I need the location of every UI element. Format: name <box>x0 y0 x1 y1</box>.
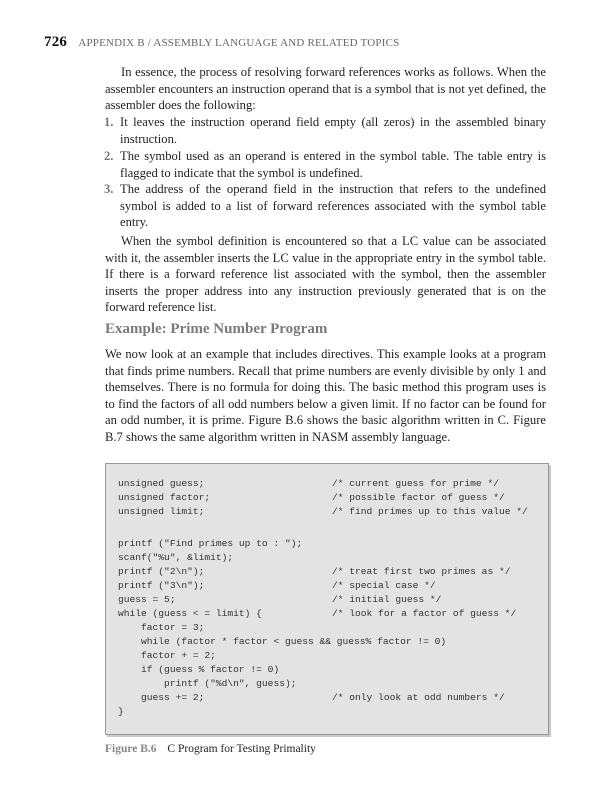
figure-label: Figure B.6 <box>105 743 157 755</box>
figure-caption <box>105 743 316 755</box>
code-comment: /* possible factor of guess */ <box>332 492 505 503</box>
code-line: factor = 3; <box>118 622 205 633</box>
step-number: 2. <box>104 149 114 163</box>
example-intro-paragraph: We now look at an example that includes directives. This example looks at a program that finds prime numbers. Recall that prime numbers are evenly divisible by only 1 and themselves. There is no formula for doing this. The basic method this program uses is to find the factors of all odd numbers below a given limit. If no factor can be found for an odd number, it is prime. Figure B.6 shows the basic algorithm written in C. Figure B.7 shows the same algorithm written in NASM assembly language. <box>105 347 546 444</box>
code-line: printf ("Find primes up to : "); <box>118 538 303 549</box>
code-line: printf ("2\n"); <box>118 566 205 577</box>
code-line: while (guess < = limit) { <box>118 608 262 619</box>
figure-caption-text: C Program for Testing Primality <box>167 743 316 755</box>
code-line: guess = 5; <box>118 594 176 605</box>
symbol-definition-paragraph: When the symbol definition is encountered so that a LC value can be associated with it, the assembler inserts the LC value in the appropriate entry in the symbol table. If there is a forward reference list associated with the symbol, then the assembler inserts the proper address into any instruction previously generated that is on the forward reference list. <box>105 234 546 314</box>
running-title: APPENDIX B / ASSEMBLY LANGUAGE AND RELATED TOPICS <box>78 37 400 49</box>
code-line: factor + = 2; <box>118 650 216 661</box>
intro-paragraph: In essence, the process of resolving forward references works as follows. When the assembler encounters an instruction operand that is a symbol that is not yet defined, the assembler does the following: <box>105 65 546 112</box>
code-line: unsigned guess; <box>118 478 205 489</box>
code-figure <box>105 463 549 735</box>
step-item <box>104 148 546 181</box>
step-text: It leaves the instruction operand field empty (all zeros) in the assembled binary instruction. <box>120 115 546 146</box>
code-comment: /* current guess for prime */ <box>332 478 499 489</box>
step-text: The symbol used as an operand is entered in the symbol table. The table entry is flagged to indicate that the symbol is undefined. <box>120 149 546 180</box>
code-line: if (guess % factor != 0) <box>118 664 280 675</box>
code-comment: /* find primes up to this value */ <box>332 506 528 517</box>
section-heading: Example: Prime Number Program <box>105 321 328 337</box>
step-item <box>104 114 546 147</box>
running-header <box>44 34 399 51</box>
step-text: The address of the operand field in the instruction that refers to the undefined symbol is added to a list of forward references associated with the symbol table entry. <box>120 182 546 229</box>
code-line <box>118 519 446 537</box>
code-line: guess += 2; <box>118 692 205 703</box>
code-comment: /* special case */ <box>332 580 436 591</box>
code-line: printf ("3\n"); <box>118 580 205 591</box>
code-line: printf ("%d\n", guess); <box>118 678 297 689</box>
code-comment: /* only look at odd numbers */ <box>332 692 505 703</box>
code-comment: /* treat first two primes as */ <box>332 566 511 577</box>
code-line: unsigned factor; <box>118 492 211 503</box>
code-line: } <box>118 706 124 717</box>
code-comment: /* initial guess */ <box>332 594 442 605</box>
code-line: while (factor * factor < guess && guess% factor != 0) <box>118 636 447 647</box>
step-number: 1. <box>104 115 114 129</box>
code-line: scanf("%u", &limit); <box>118 552 234 563</box>
code-comment: /* look for a factor of guess */ <box>332 608 517 619</box>
page-number: 726 <box>44 34 68 50</box>
step-item <box>104 181 546 231</box>
step-number: 3. <box>104 182 114 196</box>
code-line: unsigned limit; <box>118 506 205 517</box>
